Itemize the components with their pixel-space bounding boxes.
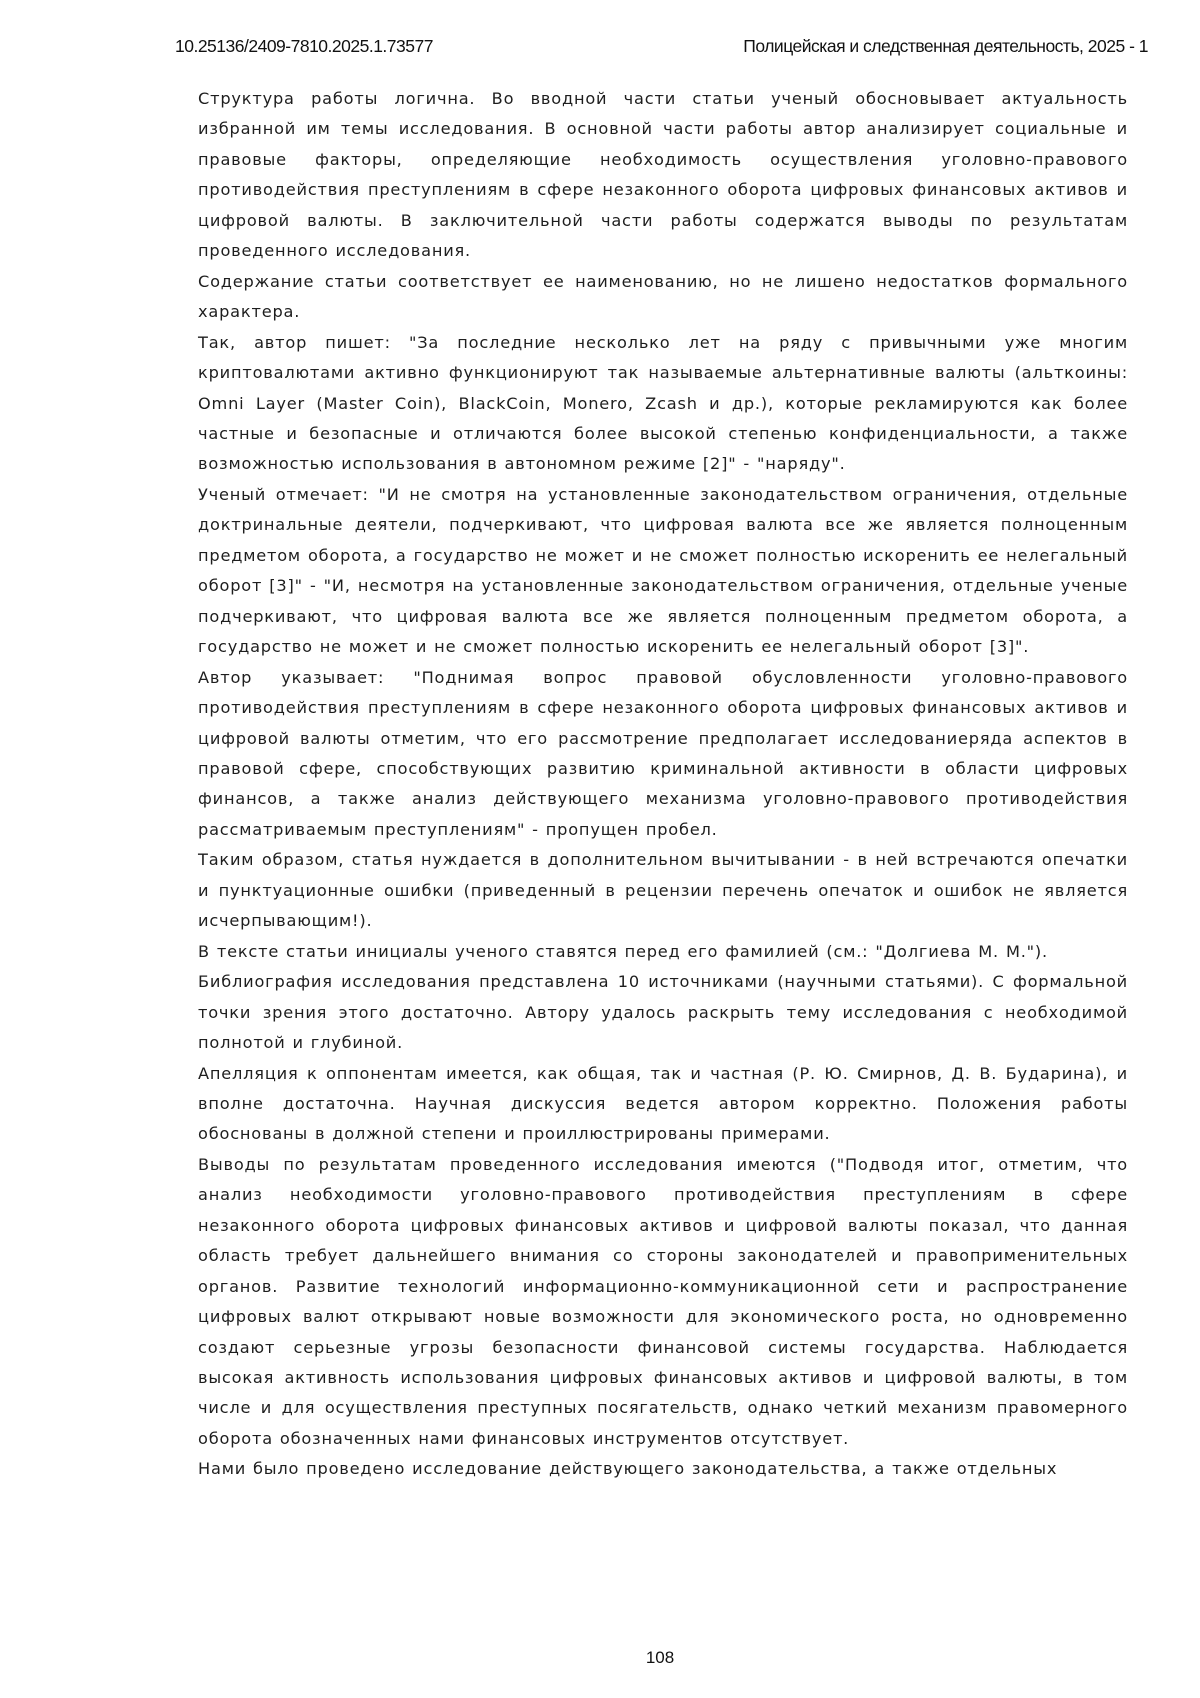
paragraph-appellation: Апелляция к оппонентам имеется, как общая, так и частная (Р. Ю. Смирнов, Д. В. Бударина), и вполне достаточна. Научная дискуссия ведется автором корректно. Положения работы обоснованы в должной степени и проиллюстрированы примерами. bbox=[198, 1059, 1128, 1150]
paragraph-structure: Структура работы логична. Во вводной части статьи ученый обосновывает актуальность избранной им темы исследования. В основной части работы автор анализирует социальные и правовые факторы, определяющие необходимость осуществления уголовно-правового противодействия преступлениям в сфере незаконного оборота цифровых финансовых активов и цифровой валюты. В заключительной части работы содержатся выводы по результатам проведенного исследования. bbox=[198, 84, 1128, 267]
page-header bbox=[175, 36, 1148, 62]
paragraph-quote-restrictions: Ученый отмечает: "И не смотря на установленные законодательством ограничения, отдельные доктринальные деятели, подчеркивают, что цифровая валюта все же является полноценным предметом оборота, а государство не может и не сможет полностью искоренить ее нелегальный оборот [3]" - "И, несмотря на установленные законодательством ограничения, отдельные ученые подчеркивают, что цифровая валюта все же является полноценным предметом оборота, а государство не может и не сможет полностью искоренить ее нелегальный оборот [3]". bbox=[198, 480, 1128, 663]
paragraph-quote-altcoins: Так, автор пишет: "За последние несколько лет на ряду с привычными уже многим криптовалютами активно функционируют так называемые альтернативные валюты (альткоины: Omni Layer (Master Coin), BlackCoin, Monero, Zcash и др.), которые рекламируются как более частные и безопасные и отличаются более высокой степенью конфиденциальности, а также возможностью использования в автономном режиме [2]" - "наряду". bbox=[198, 328, 1128, 480]
doi-text: 10.25136/2409-7810.2025.1.73577 bbox=[175, 36, 433, 57]
paragraph-initials: В тексте статьи инициалы ученого ставятся перед его фамилией (см.: "Долгиева М. М."). bbox=[198, 937, 1128, 967]
journal-title: Полицейская и следственная деятельность, 2025 - 1 bbox=[743, 36, 1148, 57]
paragraph-proofreading: Таким образом, статья нуждается в дополнительном вычитывании - в ней встречаются опечатки и пунктуационные ошибки (приведенный в рецензии перечень опечаток и ошибок не является исчерпывающим!). bbox=[198, 845, 1128, 936]
paragraph-content: Содержание статьи соответствует ее наименованию, но не лишено недостатков формального характера. bbox=[198, 267, 1128, 328]
paragraph-quote-legal-basis: Автор указывает: "Поднимая вопрос правовой обусловленности уголовно-правового противодействия преступлениям в сфере незаконного оборота цифровых финансовых активов и цифровой валюты отметим, что его рассмотрение предполагает исследованиеряда аспектов в правовой сфере, способствующих развитию криминальной активности в области цифровых финансов, а также анализ действующего механизма уголовно-правового противодействия рассматриваемым преступлениям" - пропущен пробел. bbox=[198, 663, 1128, 846]
paragraph-continuation: Нами было проведено исследование действующего законодательства, а также отдельных bbox=[198, 1454, 1128, 1484]
page-number: 108 bbox=[0, 1648, 1200, 1668]
paragraph-conclusions: Выводы по результатам проведенного исследования имеются ("Подводя итог, отметим, что анализ необходимости уголовно-правового противодействия преступлениям в сфере незаконного оборота цифровых финансовых активов и цифровой валюты показал, что данная область требует дальнейшего внимания со стороны законодателей и правоприменительных органов. Развитие технологий информационно-коммуникационной сети и распространение цифровых валют открывают новые возможности для экономического роста, но одновременно создают серьезные угрозы безопасности финансовой системы государства. Наблюдается высокая активность использования цифровых финансовых активов и цифровой валюты, в том числе и для осуществления преступных посягательств, однако четкий механизм правомерного оборота обозначенных нами финансовых инструментов отсутствует. bbox=[198, 1150, 1128, 1455]
paragraph-bibliography: Библиография исследования представлена 10 источниками (научными статьями). С формальной точки зрения этого достаточно. Автору удалось раскрыть тему исследования с необходимой полнотой и глубиной. bbox=[198, 967, 1128, 1058]
article-body bbox=[198, 84, 1128, 1485]
